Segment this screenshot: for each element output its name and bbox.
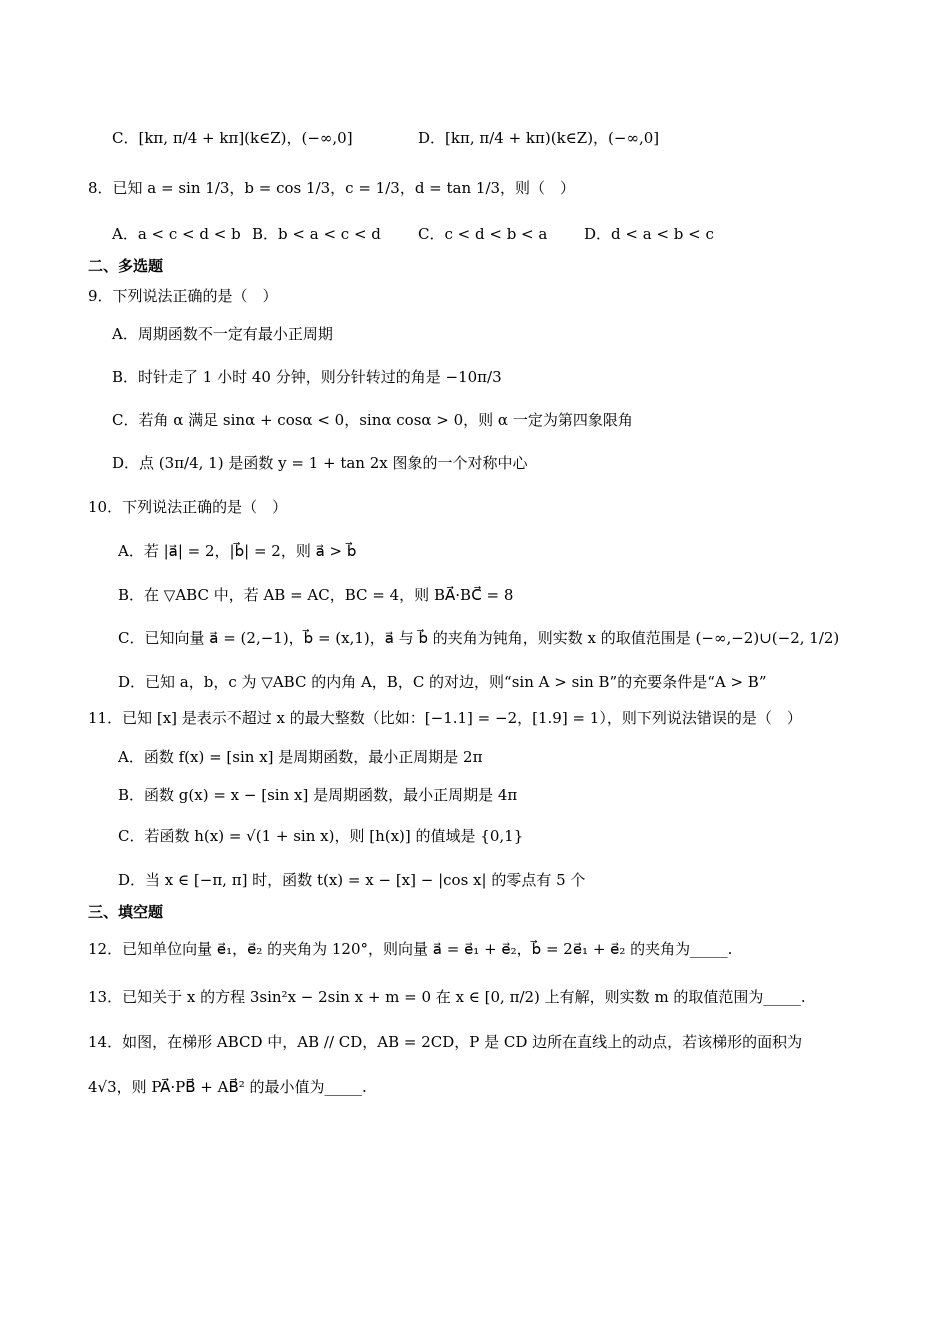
q7-option-c: C．[kπ, π/4 + kπ](k∈Z)，(−∞,0] [112, 129, 353, 147]
q8-option-b: B．b < a < c < d [252, 225, 381, 243]
q14-stem-line2: 4√3，则 PA⃗·PB⃗ + AB⃗² 的最小值为_____. [88, 1078, 367, 1096]
q8-stem: 8．已知 a = sin 1/3，b = cos 1/3，c = 1/3，d = tan 1/3，则（ ） [88, 179, 576, 197]
q8-option-c: C．c < d < b < a [418, 225, 548, 243]
q10-stem: 10．下列说法正确的是（ ） [88, 498, 288, 516]
q13-stem: 13．已知关于 x 的方程 3sin²x − 2sin x + m = 0 在 x ∈ [0, π/2) 上有解，则实数 m 的取值范围为_____. [88, 988, 806, 1006]
q9-option-a: A．周期函数不一定有最小正周期 [112, 325, 333, 343]
q10-option-c: C．已知向量 a⃗ = (2,−1)，b⃗ = (x,1)，a⃗ 与 b⃗ 的夹角为钝角，则实数 x 的取值范围是 (−∞,−2)∪(−2, 1/2) [118, 629, 840, 647]
q9-option-d: D．点 (3π/4, 1) 是函数 y = 1 + tan 2x 图象的一个对称中心 [112, 454, 528, 472]
q8-option-d: D．d < a < b < c [584, 225, 714, 243]
section-2-heading: 二、多选题 [88, 257, 164, 275]
q7-option-d: D．[kπ, π/4 + kπ)(k∈Z)，(−∞,0] [418, 129, 660, 147]
q12-stem: 12．已知单位向量 e⃗₁，e⃗₂ 的夹角为 120°，则向量 a⃗ = e⃗₁ + e⃗₂，b⃗ = 2e⃗₁ + e⃗₂ 的夹角为_____. [88, 940, 733, 958]
q11-stem: 11．已知 [x] 是表示不超过 x 的最大整数（比如：[−1.1] = −2，[1.9] = 1），则下列说法错误的是（ ） [88, 709, 802, 727]
q14-stem-line1: 14．如图，在梯形 ABCD 中，AB // CD，AB = 2CD，P 是 CD 边所在直线上的动点，若该梯形的面积为 [88, 1033, 803, 1051]
q10-option-d: D．已知 a，b，c 为 ▽ABC 的内角 A，B，C 的对边，则“sin A > sin B”的充要条件是“A > B” [118, 673, 767, 691]
q10-option-b: B．在 ▽ABC 中，若 AB = AC，BC = 4，则 BA⃗·BC⃗ = 8 [118, 586, 514, 604]
q9-option-c: C．若角 α 满足 sinα + cosα < 0，sinα cosα > 0，则 α 一定为第四象限角 [112, 411, 633, 429]
q11-option-a: A．函数 f(x) = [sin x] 是周期函数，最小正周期是 2π [118, 748, 483, 766]
q11-option-d: D．当 x ∈ [−π, π] 时，函数 t(x) = x − [x] − |cos x| 的零点有 5 个 [118, 871, 586, 889]
q11-option-b: B．函数 g(x) = x − [sin x] 是周期函数，最小正周期是 4π [118, 786, 518, 804]
q8-option-a: A．a < c < d < b [112, 225, 241, 243]
q9-stem: 9．下列说法正确的是（ ） [88, 287, 278, 305]
section-3-heading: 三、填空题 [88, 903, 164, 921]
q11-option-c: C．若函数 h(x) = √(1 + sin x)，则 [h(x)] 的值域是 {0,1} [118, 827, 524, 845]
q9-option-b: B．时针走了 1 小时 40 分钟，则分针转过的角是 −10π/3 [112, 368, 502, 386]
q10-option-a: A．若 |a⃗| = 2，|b⃗| = 2，则 a⃗ > b⃗ [118, 542, 357, 560]
